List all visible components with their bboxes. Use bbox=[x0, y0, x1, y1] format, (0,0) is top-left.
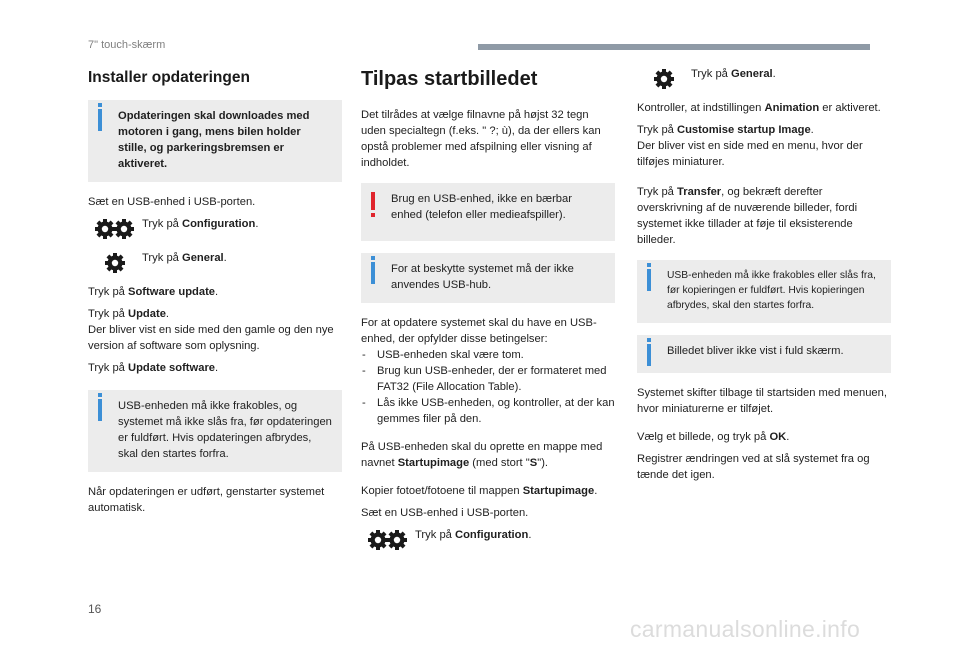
text-prefix: Kontroller, at indstillingen bbox=[637, 102, 765, 114]
column-startup-image-continued bbox=[637, 66, 891, 489]
text-suffix: . bbox=[215, 362, 219, 374]
text-suffix: "). bbox=[537, 457, 549, 469]
page-number: 16 bbox=[88, 602, 102, 616]
step-bold: General bbox=[731, 68, 773, 80]
step-prefix: Tryk på bbox=[142, 252, 182, 264]
paragraph-conditions: For at opdatere systemet skal du have en USB-enhed, der opfylder disse betingelser: bbox=[361, 317, 597, 345]
header-bar bbox=[478, 44, 870, 50]
step-configuration bbox=[361, 527, 615, 551]
paragraph-update bbox=[88, 306, 342, 354]
step-suffix: . bbox=[223, 252, 227, 264]
info-icon bbox=[371, 262, 375, 284]
note-info bbox=[637, 260, 891, 323]
text-suffix: er aktiveret. bbox=[819, 102, 881, 114]
text-prefix: På USB-enheden skal du oprette en mappe med navnet bbox=[361, 441, 603, 469]
list-item: - Lås ikke USB-enheden, og kontroller, at der kan gemmes filer på den. bbox=[361, 395, 615, 427]
step-configuration bbox=[88, 216, 342, 240]
step-general bbox=[88, 250, 342, 274]
paragraph-update-software bbox=[88, 360, 342, 376]
text-prefix: Vælg et billede, og tryk på bbox=[637, 431, 770, 443]
info-icon bbox=[98, 109, 102, 131]
paragraph-select bbox=[637, 429, 891, 445]
step-text bbox=[142, 216, 258, 232]
note-info bbox=[361, 253, 615, 303]
paragraph-register: Registrer ændringen ved at slå systemet fra og tænde det igen. bbox=[637, 453, 870, 481]
text-prefix: Kopier fotoet/fotoene til mappen bbox=[361, 485, 523, 497]
note-text: Opdateringen skal downloades med motoren i gang, mens bilen holder stille, og parkeringsbremsen er aktiveret. bbox=[118, 110, 310, 170]
paragraph-return: Systemet skifter tilbage til startsiden med menuen, hvor miniaturerne er tilføjet. bbox=[637, 387, 887, 415]
step-suffix: . bbox=[255, 218, 259, 230]
info-icon bbox=[98, 399, 102, 421]
note-text: USB-enheden må ikke frakobles eller slås fra, før kopieringen er fuldført. Hvis kopieringen afbrydes, skal den startes forfra. bbox=[667, 270, 876, 311]
paragraph-software-update bbox=[88, 284, 342, 300]
paragraph-transfer bbox=[637, 184, 891, 248]
section-title-startup: Tilpas startbilledet bbox=[361, 68, 538, 90]
text-bold: Software update bbox=[128, 286, 216, 298]
text-bold: Startupimage bbox=[397, 457, 470, 469]
note-info bbox=[88, 390, 342, 472]
list-item: - USB-enheden skal være tom. bbox=[361, 347, 615, 363]
text-prefix: Tryk på bbox=[637, 124, 677, 136]
text-suffix: , og bekræft derefter overskrivning af de nuværende billeder, fordi systemet ikke tillader at føje til eksisterende billeder. bbox=[637, 186, 858, 246]
text-bold: Animation bbox=[764, 102, 820, 114]
warning-icon bbox=[371, 192, 375, 210]
column-startup-image bbox=[361, 66, 615, 561]
step-prefix: Tryk på bbox=[142, 218, 182, 230]
text-prefix: Tryk på bbox=[88, 362, 128, 374]
list-item: - Brug kun USB-enheder, der er formateret med FAT32 (File Allocation Table). bbox=[361, 363, 615, 395]
text-prefix: Tryk på bbox=[88, 286, 128, 298]
watermark: carmanualsonline.info bbox=[630, 616, 861, 642]
paragraph-copy bbox=[361, 483, 615, 499]
text-suffix: . bbox=[786, 431, 790, 443]
paragraph-intro: Det tilrådes at vælge filnavne på højst 32 tegn uden specialtegn (f.eks. " ?; ù), da der ellers kan opstå problemer med afspilning eller visning af indholdet. bbox=[361, 109, 601, 169]
step-bold: Configuration bbox=[455, 529, 529, 541]
gear-icon bbox=[637, 66, 691, 90]
step-prefix: Tryk på bbox=[415, 529, 455, 541]
note-text: Billedet bliver ikke vist i fuld skærm. bbox=[667, 345, 844, 357]
step-suffix: . bbox=[528, 529, 532, 541]
paragraph-customise bbox=[637, 122, 891, 170]
paragraph-insert-usb: Sæt en USB-enhed i USB-porten. bbox=[88, 196, 256, 208]
step-suffix: . bbox=[772, 68, 776, 80]
paragraph-folder bbox=[361, 439, 615, 471]
info-icon bbox=[647, 269, 651, 291]
note-info bbox=[637, 335, 891, 373]
text-bold: Transfer bbox=[677, 186, 722, 198]
step-text bbox=[691, 66, 776, 82]
text-bold: Customise startup Image bbox=[677, 124, 811, 136]
paragraph-insert-usb: Sæt en USB-enhed i USB-porten. bbox=[361, 507, 529, 519]
text-line2: Der bliver vist en side med den gamle og den nye version af software som oplysning. bbox=[88, 324, 334, 352]
step-bold: Configuration bbox=[182, 218, 256, 230]
text-bold: Startupimage bbox=[522, 485, 595, 497]
text-prefix: Tryk på bbox=[88, 308, 128, 320]
text-line2: Der bliver vist en side med en menu, hvor der tilføjes miniaturer. bbox=[637, 140, 863, 168]
column-install-update bbox=[88, 66, 342, 522]
gear-icon bbox=[88, 250, 142, 274]
section-title-install: Installer opdateringen bbox=[88, 69, 250, 86]
step-general bbox=[637, 66, 891, 90]
text-suffix: . bbox=[165, 308, 170, 320]
double-gear-icon bbox=[88, 216, 142, 240]
text-bold: Update software bbox=[128, 362, 216, 374]
note-text: For at beskytte systemet må der ikke anvendes USB-hub. bbox=[391, 263, 574, 291]
text-bold: OK bbox=[769, 431, 787, 443]
paragraph-done: Når opdateringen er udført, genstarter systemet automatisk. bbox=[88, 486, 325, 514]
text-suffix: . bbox=[810, 124, 814, 136]
info-icon bbox=[647, 344, 651, 366]
text-middle: (med stort " bbox=[469, 457, 530, 469]
conditions-list bbox=[361, 347, 615, 427]
step-text bbox=[142, 250, 227, 266]
step-bold: General bbox=[182, 252, 224, 264]
step-text bbox=[415, 527, 531, 543]
text-bold: Update bbox=[128, 308, 166, 320]
double-gear-icon bbox=[361, 527, 415, 551]
text-suffix: . bbox=[594, 485, 598, 497]
text-suffix: . bbox=[215, 286, 219, 298]
paragraph-animation bbox=[637, 100, 891, 116]
note-info-bold bbox=[88, 100, 342, 182]
note-text: Brug en USB-enhed, ikke en bærbar enhed (telefon eller medieafspiller). bbox=[391, 193, 572, 221]
note-warning bbox=[361, 183, 615, 241]
step-prefix: Tryk på bbox=[691, 68, 731, 80]
text-prefix: Tryk på bbox=[637, 186, 677, 198]
note-text: USB-enheden må ikke frakobles, og systemet må ikke slås fra, før opdateringen er fuldført. Hvis opdateringen afbrydes, skal den startes forfra. bbox=[118, 400, 332, 460]
section-header-title: 7" touch-skærm bbox=[88, 39, 166, 51]
text-bold2: S bbox=[529, 457, 538, 469]
